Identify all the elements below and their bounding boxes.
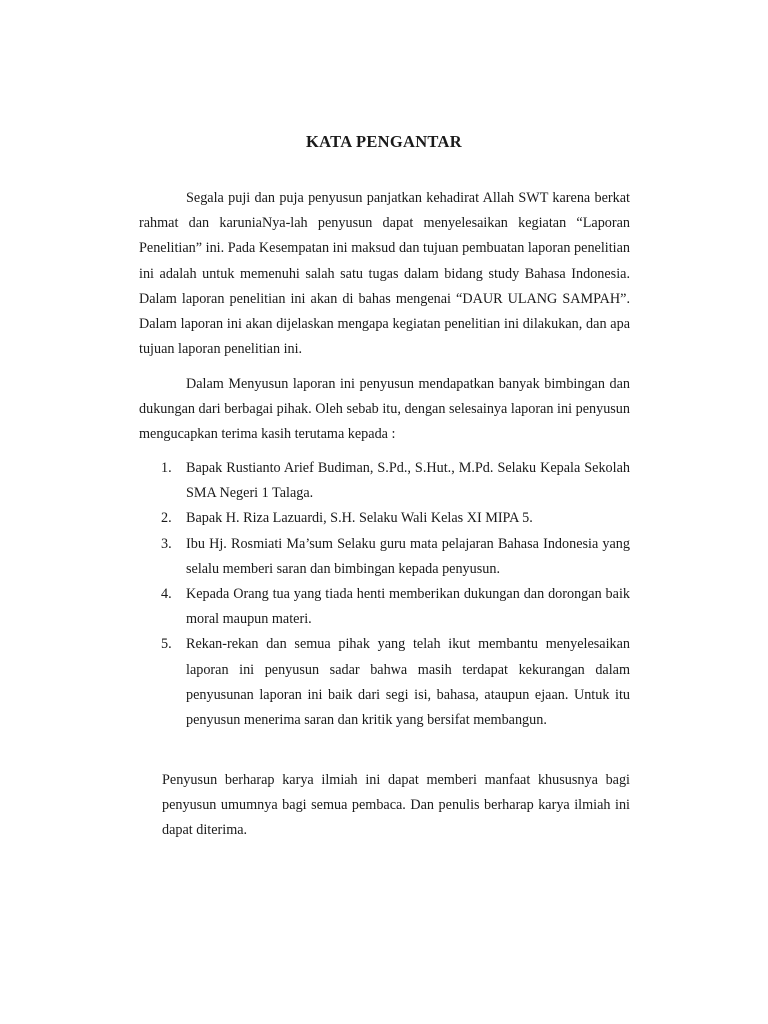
list-item-number: 4. [161, 586, 172, 603]
list-item-text: Ibu Hj. Rosmiati Ma’sum Selaku guru mata pelajaran Bahasa Indonesia yang selalu memberi saran dan bimbingan kepada penyusun. [186, 535, 630, 577]
paragraph-intro: Segala puji dan puja penyusun panjatkan kehadirat Allah SWT karena berkat rahmat dan karuniaNya-lah penyusun dapat menyelesaikan kegiatan “Laporan Penelitian” ini. Pada Kesempatan ini maksud dan tujuan pembuatan laporan penelitian ini adalah untuk memenuhi salah satu tugas dalam bidang study Bahasa Indonesia. Dalam laporan penelitian ini akan di bahas mengenai “DAUR ULANG SAMPAH”. Dalam laporan ini akan dijelaskan mengapa kegiatan penelitian ini dilakukan, dan apa tujuan laporan penelitian ini. [139, 190, 630, 358]
page-title: KATA PENGANTAR [306, 132, 462, 151]
list-item-number: 3. [161, 535, 172, 552]
list-item [139, 632, 630, 733]
list-item [139, 532, 630, 582]
list-item-text: Bapak Rustianto Arief Budiman, S.Pd., S.Hut., M.Pd. Selaku Kepala Sekolah SMA Negeri 1 Talaga. [186, 460, 630, 502]
paragraph-closing: Penyusun berharap karya ilmiah ini dapat memberi manfaat khususnya bagi penyusun umumnya bagi semua pembaca. Dan penulis berharap karya ilmiah ini dapat diterima. [162, 772, 630, 839]
list-item-text: Bapak H. Riza Lazuardi, S.H. Selaku Wali Kelas XI MIPA 5. [186, 510, 533, 527]
list-item-text: Rekan-rekan dan semua pihak yang telah ikut membantu menyelesaikan laporan ini penyusun sadar bahwa masih terdapat kekurangan dalam penyusunan laporan ini baik dari segi isi, bahasa, ataupun ejaan. Untuk itu penyusun menerima saran dan kritik yang bersifat membangun. [186, 636, 630, 729]
list-item-number: 1. [161, 460, 172, 476]
paragraph-acknowledgement: Dalam Menyusun laporan ini penyusun mendapatkan banyak bimbingan dan dukungan dari berbagai pihak. Oleh sebab itu, dengan selesainya laporan ini penyusun mengucapkan terima kasih terutama kepada : [139, 376, 630, 443]
list-item [139, 506, 630, 531]
list-item-text: Kepada Orang tua yang tiada henti memberikan dukungan dan dorongan baik moral maupun materi. [186, 586, 630, 628]
list-item-number: 5. [161, 636, 172, 653]
list-item [139, 582, 630, 632]
acknowledgement-list [139, 456, 630, 733]
list-item-number: 2. [161, 510, 172, 527]
list-item [139, 456, 630, 506]
